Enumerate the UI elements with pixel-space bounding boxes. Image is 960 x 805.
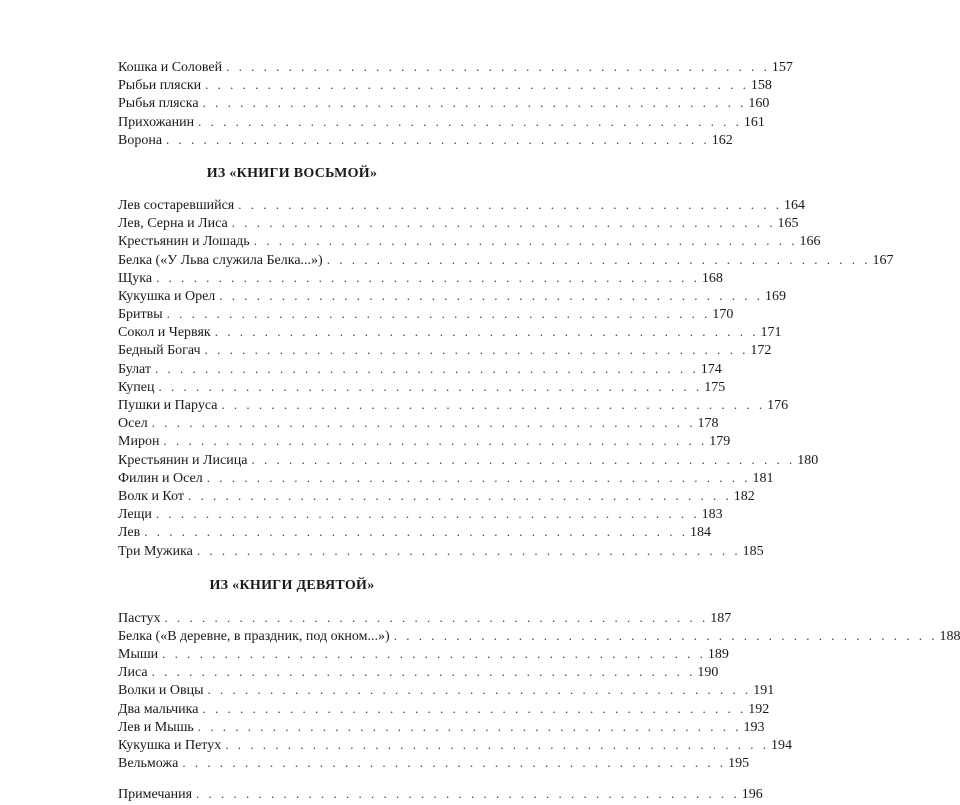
toc-entry-page: 175 bbox=[704, 379, 726, 395]
toc-entry-page: 162 bbox=[711, 132, 733, 148]
toc-entry-page: 194 bbox=[770, 738, 792, 753]
toc-entry-title: Бедный Богач bbox=[118, 343, 201, 359]
toc-entry-page: 182 bbox=[733, 488, 755, 504]
toc-entry[interactable] bbox=[118, 58, 793, 76]
toc-entry-title: Крестьянин и Лисица bbox=[118, 452, 248, 468]
toc-entry-title: Ворона bbox=[118, 132, 163, 148]
toc-entry-page: 161 bbox=[743, 114, 765, 130]
toc-entry-title: Волки и Овцы bbox=[118, 683, 204, 699]
dot-leader: . . . . . . . . . . . . . . . . . . . . . . . . . . . . . . . . . . . . . . . . . . . . bbox=[151, 664, 696, 680]
table-of-contents bbox=[118, 58, 960, 804]
dot-leader: . . . . . . . . . . . . . . . . . . . . . . . . . . . . . . . . . . . . . . . . . . . . bbox=[155, 506, 700, 522]
toc-entry-title: Кошка и Соловей bbox=[118, 60, 223, 75]
toc-entry[interactable] bbox=[118, 287, 787, 305]
dot-leader: . . . . . . . . . . . . . . . . . . . . . . . . . . . . . . . . . . . . . . . . . . . . bbox=[158, 378, 703, 394]
toc-entry-page: 188 bbox=[939, 628, 960, 644]
toc-entry[interactable] bbox=[118, 523, 711, 541]
dot-leader: . . . . . . . . . . . . . . . . . . . . . . . . . . . . . . . . . . . . . . . . . . . . bbox=[214, 324, 759, 340]
toc-entry[interactable] bbox=[118, 609, 732, 627]
dot-leader: . . . . . . . . . . . . . . . . . . . . . . . . . . . . . . . . . . . . . . . . . . . . bbox=[202, 95, 747, 111]
toc-entry[interactable] bbox=[118, 681, 775, 699]
toc-entry-page: 189 bbox=[707, 647, 729, 663]
toc-entry[interactable] bbox=[118, 487, 755, 505]
dot-leader: . . . . . . . . . . . . . . . . . . . . . . . . . . . . . . . . . . . . . . . . . . . . bbox=[197, 718, 742, 734]
toc-entry-page: 169 bbox=[765, 288, 787, 304]
toc-entry-page: 192 bbox=[748, 701, 770, 717]
toc-entry[interactable] bbox=[118, 754, 750, 772]
dot-leader: . . . . . . . . . . . . . . . . . . . . . . . . . . . . . . . . . . . . . . . . . . . . bbox=[206, 469, 751, 485]
toc-entry-page: 179 bbox=[709, 434, 731, 450]
toc-entry[interactable] bbox=[118, 251, 894, 269]
toc-section-book7-tail bbox=[118, 58, 793, 149]
dot-leader: . . . . . . . . . . . . . . . . . . . . . . . . . . . . . . . . . . . . . . . . . . . . bbox=[164, 609, 709, 625]
toc-entry[interactable] bbox=[118, 76, 772, 94]
dot-leader: . . . . . . . . . . . . . . . . . . . . . . . . . . . . . . . . . . . . . . . . . . . . bbox=[198, 113, 742, 129]
dot-leader: . . . . . . . . . . . . . . . . . . . . . . . . . . . . . . . . . . . . . . . . . . . . bbox=[155, 360, 699, 376]
toc-entry[interactable] bbox=[118, 214, 799, 232]
dot-leader: . . . . . . . . . . . . . . . . . . . . . . . . . . . . . . . . . . . . . . . . . . . . bbox=[182, 755, 727, 771]
dot-leader: . . . . . . . . . . . . . . . . . . . . . . . . . . . . . . . . . . . . . . . . . . . . bbox=[205, 77, 749, 93]
toc-entry-title: Филин и Осел bbox=[118, 470, 203, 486]
dot-leader: . . . . . . . . . . . . . . . . . . . . . . . . . . . . . . . . . . . . . . . . . . . . bbox=[221, 397, 766, 412]
toc-entry-title: Два мальчика bbox=[118, 701, 199, 717]
toc-entry-page: 190 bbox=[697, 665, 719, 681]
toc-entry[interactable] bbox=[118, 663, 719, 681]
toc-entry[interactable] bbox=[118, 505, 723, 523]
toc-entry-page: 174 bbox=[700, 361, 722, 377]
toc-entry[interactable] bbox=[118, 432, 731, 450]
dot-leader: . . . . . . . . . . . . . . . . . . . . . . . . . . . . . . . . . . . . . . . . . . . . bbox=[196, 542, 741, 558]
toc-entry[interactable] bbox=[118, 469, 774, 487]
dot-leader: . . . . . . . . . . . . . . . . . . . . . . . . . . . . . . . . . . . . . . . . . . . . bbox=[251, 451, 796, 467]
toc-entry-title: Сокол и Червяк bbox=[118, 325, 211, 341]
section-heading-book9: ИЗ «КНИГИ ДЕВЯТОЙ» bbox=[209, 577, 375, 593]
dot-leader: . . . . . . . . . . . . . . . . . . . . . . . . . . . . . . . . . . . . . . . . . . . . bbox=[326, 251, 871, 267]
toc-entry-title: Рыбьи пляски bbox=[118, 78, 202, 94]
toc-entry-title: Пастух bbox=[118, 610, 161, 626]
toc-entry-notes[interactable] bbox=[118, 785, 763, 803]
dot-leader: . . . . . . . . . . . . . . . . . . . . . . . . . . . . . . . . . . . . . . . . . . . . bbox=[144, 524, 688, 540]
dot-leader: . . . . . . . . . . . . . . . . . . . . . . . . . . . . . . . . . . . . . . . . . . . . bbox=[202, 700, 747, 716]
toc-entry[interactable] bbox=[118, 414, 719, 432]
toc-entry-title: Белка («В деревне, в праздник, под окном...») bbox=[118, 628, 390, 644]
toc-entry-title: Кукушка и Орел bbox=[118, 288, 216, 304]
dot-leader: . . . . . . . . . . . . . . . . . . . . . . . . . . . . . . . . . . . . . . . . . . . . bbox=[219, 287, 764, 303]
toc-entry-page: 196 bbox=[741, 787, 763, 803]
toc-entry[interactable] bbox=[118, 94, 770, 112]
toc-entry-page: 176 bbox=[767, 398, 789, 413]
toc-entry-title: Волк и Кот bbox=[118, 488, 185, 504]
section-heading-book8: ИЗ «КНИГИ ВОСЬМОЙ» bbox=[206, 165, 378, 181]
toc-entry-page: 187 bbox=[710, 610, 732, 626]
toc-entry-page: 157 bbox=[771, 60, 793, 75]
dot-leader: . . . . . . . . . . . . . . . . . . . . . . . . . . . . . . . . . . . . . . . . . . . . bbox=[231, 215, 776, 231]
toc-entry-title: Осел bbox=[118, 416, 148, 432]
toc-entry-title: Бритвы bbox=[118, 307, 163, 323]
toc-entry-title: Кукушка и Петух bbox=[118, 738, 222, 753]
dot-leader: . . . . . . . . . . . . . . . . . . . . . . . . . . . . . . . . . . . . . . . . . . . . bbox=[225, 737, 769, 752]
toc-entry-title: Вельможа bbox=[118, 756, 179, 772]
dot-leader: . . . . . . . . . . . . . . . . . . . . . . . . . . . . . . . . . . . . . . . . . . . . bbox=[204, 342, 749, 358]
toc-entry-page: 172 bbox=[750, 343, 772, 359]
toc-entry-title: Лев, Серна и Лиса bbox=[118, 216, 228, 232]
dot-leader: . . . . . . . . . . . . . . . . . . . . . . . . . . . . . . . . . . . . . . . . . . . . bbox=[188, 487, 732, 503]
toc-entry[interactable] bbox=[118, 341, 772, 359]
toc-entry-page: 166 bbox=[799, 234, 821, 250]
toc-entry-page: 178 bbox=[697, 416, 719, 432]
toc-entry[interactable] bbox=[118, 305, 734, 323]
toc-entry[interactable] bbox=[118, 718, 765, 736]
dot-leader: . . . . . . . . . . . . . . . . . . . . . . . . . . . . . . . . . . . . . . . . . . . . bbox=[151, 415, 696, 431]
toc-entry-page: 158 bbox=[750, 78, 772, 94]
toc-entry-page: 185 bbox=[742, 543, 764, 559]
toc-entry-title: Прихожанин bbox=[118, 114, 195, 130]
toc-entry-page: 181 bbox=[752, 470, 774, 486]
toc-entry-title: Мирон bbox=[118, 434, 160, 450]
toc-entry-title: Рыбья пляска bbox=[118, 96, 199, 112]
dot-leader: . . . . . . . . . . . . . . . . . . . . . . . . . . . . . . . . . . . . . . . . . . . . bbox=[163, 433, 708, 449]
toc-entry-page: 167 bbox=[872, 252, 894, 268]
toc-entry-page: 195 bbox=[728, 756, 750, 772]
toc-entry[interactable] bbox=[118, 323, 782, 341]
dot-leader: . . . . . . . . . . . . . . . . . . . . . . . . . . . . . . . . . . . . . . . . . . . . bbox=[253, 233, 798, 249]
toc-entry-title: Примечания bbox=[118, 787, 193, 803]
toc-entry-page: 191 bbox=[753, 683, 775, 699]
toc-entry[interactable] bbox=[118, 700, 770, 718]
toc-entry-title: Лев bbox=[118, 525, 141, 541]
dot-leader: . . . . . . . . . . . . . . . . . . . . . . . . . . . . . . . . . . . . . . . . . . . . bbox=[162, 646, 706, 662]
toc-entry-title: Лещи bbox=[118, 507, 152, 523]
toc-entry[interactable] bbox=[118, 396, 789, 414]
toc-entry-page: 164 bbox=[784, 197, 805, 213]
toc-section-book8 bbox=[118, 196, 894, 560]
toc-entry-title: Мыши bbox=[118, 647, 159, 663]
toc-entry[interactable] bbox=[118, 645, 729, 663]
toc-entry[interactable] bbox=[118, 360, 722, 378]
toc-entry[interactable] bbox=[118, 451, 819, 469]
toc-entry-title: Щука bbox=[118, 270, 153, 286]
toc-entry[interactable] bbox=[118, 542, 764, 560]
dot-leader: . . . . . . . . . . . . . . . . . . . . . . . . . . . . . . . . . . . . . . . . . . . . bbox=[166, 306, 711, 322]
toc-entry-page: 184 bbox=[689, 525, 711, 541]
toc-entry[interactable] bbox=[118, 269, 723, 287]
toc-entry[interactable] bbox=[118, 131, 733, 149]
toc-entry[interactable] bbox=[118, 232, 821, 250]
toc-entry-title: Купец bbox=[118, 379, 155, 395]
toc-entry-title: Лев и Мышь bbox=[118, 719, 194, 735]
toc-entry-title: Крестьянин и Лошадь bbox=[118, 234, 250, 250]
dot-leader: . . . . . . . . . . . . . . . . . . . . . . . . . . . . . . . . . . . . . . . . . . . . bbox=[166, 131, 710, 147]
dot-leader: . . . . . . . . . . . . . . . . . . . . . . . . . . . . . . . . . . . . . . . . . . . . bbox=[393, 627, 938, 643]
toc-entry-title: Три Мужика bbox=[118, 543, 193, 559]
toc-entry-title: Булат bbox=[118, 361, 152, 377]
toc-entry-title: Лиса bbox=[118, 665, 148, 681]
toc-entry-title: Пушки и Паруса bbox=[118, 398, 218, 413]
dot-leader: . . . . . . . . . . . . . . . . . . . . . . . . . . . . . . . . . . . . . . . . . . . . bbox=[226, 59, 770, 74]
toc-entry-page: 193 bbox=[743, 719, 765, 735]
toc-entry[interactable] bbox=[118, 196, 805, 214]
dot-leader: . . . . . . . . . . . . . . . . . . . . . . . . . . . . . . . . . . . . . . . . . . . . bbox=[207, 682, 752, 698]
toc-entry-title: Лев состаревшийся bbox=[118, 197, 235, 213]
dot-leader: . . . . . . . . . . . . . . . . . . . . . . . . . . . . . . . . . . . . . . . . . . . . bbox=[156, 269, 700, 285]
toc-entry-page: 170 bbox=[712, 307, 734, 323]
toc-entry-page: 165 bbox=[777, 216, 799, 232]
toc-entry[interactable] bbox=[118, 378, 726, 396]
toc-notes bbox=[118, 785, 763, 803]
dot-leader: . . . . . . . . . . . . . . . . . . . . . . . . . . . . . . . . . . . . . . . . . . . . bbox=[238, 196, 782, 212]
toc-entry[interactable] bbox=[118, 113, 765, 131]
toc-entry-title: Белка («У Льва служила Белка...») bbox=[118, 252, 323, 268]
toc-entry-page: 180 bbox=[797, 452, 819, 468]
toc-entry-page: 168 bbox=[701, 270, 723, 286]
toc-entry-page: 160 bbox=[748, 96, 770, 112]
toc-section-book9 bbox=[118, 609, 960, 773]
toc-entry-page: 183 bbox=[701, 507, 723, 523]
toc-entry-page: 171 bbox=[760, 325, 782, 341]
toc-entry[interactable] bbox=[118, 736, 792, 754]
toc-entry[interactable] bbox=[118, 627, 960, 645]
dot-leader: . . . . . . . . . . . . . . . . . . . . . . . . . . . . . . . . . . . . . . . . . . . . bbox=[196, 786, 740, 802]
